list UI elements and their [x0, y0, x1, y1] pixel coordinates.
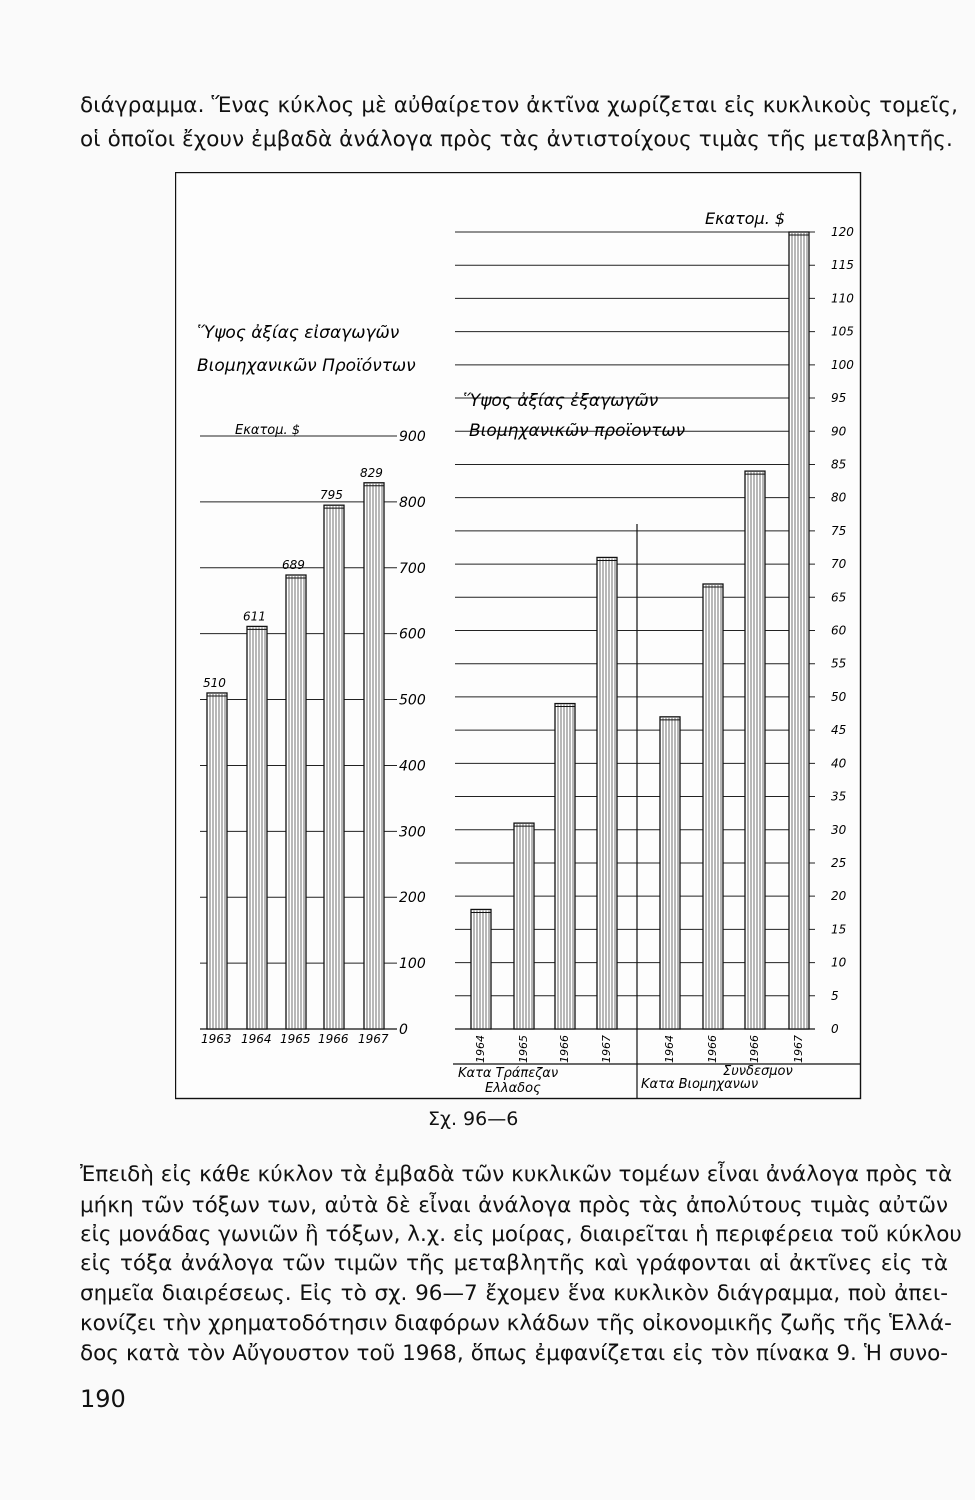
right-y-tick-label: 70	[831, 557, 847, 572]
group2-label-line2: Κατα Βιομηχανων	[641, 1077, 759, 1092]
right-y-tick-label: 15	[831, 922, 847, 937]
group1-label-line2: Ελλαδος	[485, 1081, 541, 1096]
left-bar-value-label: 510	[203, 675, 226, 690]
right-y-tick-label: 5	[831, 988, 839, 1003]
right-x-tick-label: 1967	[600, 1035, 613, 1063]
left-y-tick-label: 400	[399, 758, 426, 775]
right-chart-title-line1: Ὕψος ἀξίας ἐξαγωγῶν	[463, 391, 659, 411]
left-y-tick-label: 500	[399, 692, 426, 709]
left-x-tick-label: 1967	[358, 1032, 389, 1046]
left-bar-value-label: 795	[320, 488, 343, 503]
page-number: 190	[80, 1385, 126, 1413]
body-text-line: διάγραμμα. Ἕνας κύκλος μὲ αὐθαίρετον ἀκτῖνα χωρίζεται εἰς κυκλικοὺς τομεῖς,	[80, 93, 959, 118]
right-y-tick-label: 30	[831, 822, 847, 837]
right-y-tick-label: 90	[831, 424, 847, 439]
left-y-tick-label: 900	[399, 429, 426, 445]
body-text-line: εἰς μονάδας γωνιῶν ἢ τόξων, λ.χ. εἰς μοίρας, διαιρεῖται ἡ περιφέρεια τοῦ κύκλου	[80, 1222, 962, 1247]
right-bar	[789, 232, 809, 1029]
left-y-tick-label: 700	[399, 560, 426, 577]
left-chart-title-line2: Βιομηχανικῶν Προϊόντων	[197, 356, 416, 376]
left-bar	[324, 505, 344, 1029]
left-y-tick-label: 200	[399, 890, 426, 907]
left-x-tick-label: 1966	[318, 1032, 349, 1046]
body-text-line: εἰς τόξα ἀνάλογα τῶν τιμῶν τῆς μεταβλητῆς καὶ γράφονται αἱ ἀκτῖνες εἰς τὰ	[80, 1251, 948, 1276]
left-y-tick-label: 800	[399, 494, 426, 511]
group1-label-line1: Κατα Τράπεζαν	[458, 1066, 559, 1081]
left-bar	[286, 575, 306, 1029]
figure-caption: Σχ. 96—6	[428, 1108, 519, 1130]
right-y-tick-label: 75	[831, 523, 847, 538]
right-chart-title-line2: Βιομηχανικῶν προϊοντων	[469, 421, 686, 441]
right-y-tick-label: 10	[831, 955, 847, 970]
left-y-tick-label: 100	[399, 956, 426, 973]
right-bar	[745, 471, 765, 1029]
right-x-tick-label: 1966	[748, 1035, 761, 1063]
right-y-tick-label: 50	[831, 689, 847, 704]
right-bar	[703, 584, 723, 1029]
right-bar	[597, 557, 617, 1029]
left-bar	[207, 693, 227, 1029]
right-y-tick-label: 85	[831, 457, 847, 472]
right-x-tick-label: 1964	[663, 1035, 676, 1063]
left-y-tick-label: 600	[399, 626, 426, 643]
left-unit-label: Εκατομ. $	[235, 423, 301, 438]
body-text-line: σημεῖα διαιρέσεως. Εἰς τὸ σχ. 96—7 ἔχομεν ἕνα κυκλικὸν διάγραμμα, ποὺ ἀπει-	[80, 1281, 948, 1306]
right-y-tick-label: 25	[831, 855, 847, 870]
left-x-tick-label: 1963	[201, 1032, 232, 1046]
left-bar-value-label: 829	[360, 465, 383, 480]
right-y-tick-label: 45	[831, 723, 847, 738]
right-x-tick-label: 1966	[706, 1035, 719, 1063]
right-y-tick-label: 110	[831, 291, 854, 306]
right-x-tick-label: 1964	[474, 1035, 487, 1063]
right-y-tick-label: 120	[831, 225, 854, 239]
body-text-line: Ἐπειδὴ εἰς κάθε κύκλον τὰ ἐμβαδὰ τῶν κυκλικῶν τομέων εἶναι ἀνάλογα πρὸς τὰ	[80, 1162, 953, 1187]
right-bar	[555, 704, 575, 1029]
left-y-tick-label: 0	[399, 1022, 408, 1038]
body-text-line: κονίζει τὴν χρηματοδότησιν διαφόρων κλάδων τῆς οἰκονομικῆς ζωῆς τῆς Ἑλλά-	[80, 1311, 952, 1336]
right-y-tick-label: 0	[831, 1022, 839, 1036]
left-bar-value-label: 611	[243, 609, 266, 624]
right-y-tick-label: 20	[831, 889, 847, 904]
left-y-tick-label: 300	[399, 824, 426, 841]
right-y-tick-label: 105	[831, 324, 854, 339]
right-y-tick-label: 40	[831, 756, 847, 771]
bar-chart-figure	[175, 172, 865, 1100]
right-y-tick-label: 60	[831, 623, 847, 638]
left-bar	[247, 626, 267, 1029]
right-y-tick-label: 100	[831, 357, 854, 372]
body-text-line: δος κατὰ τὸν Αὔγουστον τοῦ 1968, ὅπως ἐμφανίζεται εἰς τὸν πίνακα 9. Ἡ συνο-	[80, 1341, 948, 1366]
right-y-tick-label: 35	[831, 789, 847, 804]
group2-label-line1: Συνδεσμον	[723, 1064, 793, 1079]
left-chart-title-line1: Ὕψος ἀξίας εἰσαγωγῶν	[197, 323, 400, 343]
left-bar	[364, 483, 384, 1029]
right-unit-label: Εκατομ. $	[705, 209, 786, 228]
left-bar-value-label: 689	[282, 558, 305, 573]
right-x-tick-label: 1967	[792, 1035, 805, 1063]
right-y-tick-label: 55	[831, 656, 847, 671]
right-y-tick-label: 80	[831, 490, 847, 505]
left-x-tick-label: 1965	[280, 1032, 311, 1046]
right-x-tick-label: 1965	[517, 1035, 530, 1063]
right-bar	[660, 717, 680, 1029]
right-y-tick-label: 95	[831, 391, 847, 406]
right-bar	[471, 909, 491, 1029]
right-y-tick-label: 65	[831, 590, 847, 605]
right-y-tick-label: 115	[831, 258, 854, 273]
right-x-tick-label: 1966	[558, 1035, 571, 1063]
left-x-tick-label: 1964	[241, 1032, 272, 1046]
body-text-line: μήκη τῶν τόξων των, αὐτὰ δὲ εἶναι ἀνάλογα πρὸς τὰς ἀπολύτους τιμὰς αὐτῶν	[80, 1193, 948, 1218]
right-bar	[514, 823, 534, 1029]
body-text-line: οἱ ὁποῖοι ἔχουν ἐμβαδὰ ἀνάλογα πρὸς τὰς ἀντιστοίχους τιμὰς τῆς μεταβλητῆς.	[80, 127, 953, 152]
